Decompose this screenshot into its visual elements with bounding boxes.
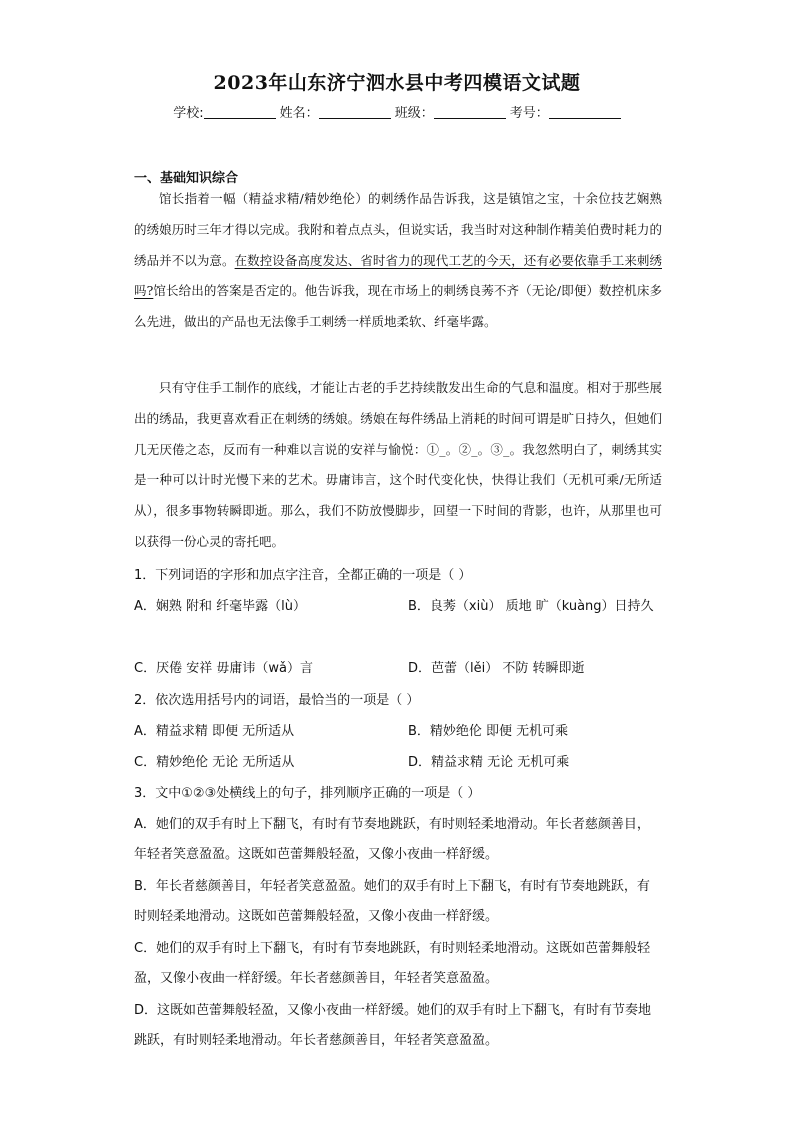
exam-number-label: 考号： [509, 106, 549, 121]
class-label: 班级： [394, 106, 434, 121]
q1-option-a[interactable]: A．娴熟 附和 纤毫毕露（lù） [134, 599, 307, 614]
exam-number-blank[interactable] [549, 105, 621, 119]
passage-p1-part-b: 馆长给出的答案是否定的。他告诉我，现在市场上的刺绣良莠不齐（无论/即便）数控机床多么先进，做出的产品也无法像手工刺绣一样质地柔软、纤毫毕露。 [134, 283, 662, 330]
question-3-stem: 3．文中①②③处横线上的句子，排列顺序正确的一项是（ ） [134, 786, 481, 801]
passage-underlined-sentence: 在数控设备高度发达、省时省力的现代工艺的今天，还有必要依靠手工来刺绣吗? [134, 252, 662, 299]
q3-option-d[interactable]: D．这既如芭蕾舞般轻盈，又像小夜曲一样舒缓。她们的双手有时上下翻飞，有时有节奏地跳跃，有时则轻柔地滑动。年长者慈颜善目，年轻者笑意盈盈。 [134, 1003, 652, 1048]
exam-title: 2023年山东济宁泗水县中考四模语文试题 [213, 72, 581, 94]
school-blank[interactable] [204, 105, 276, 119]
q1-option-d[interactable]: D．芭蕾（lěi） 不防 转瞬即逝 [408, 661, 585, 676]
class-blank[interactable] [434, 105, 506, 119]
passage-p1-part-a: 馆长指着一幅（精益求精/精妙绝伦）的刺绣作品告诉我，这是镇馆之宝，十余位技艺娴熟的绣娘历时三年才得以完成。我附和着点点头，但说实话，我当时对这种制作精美伯费时耗力的绣品并不以为意。 [134, 191, 662, 268]
q2-option-d[interactable]: D．精益求精 无论 无机可乘 [408, 755, 570, 770]
question-1-options-ab [134, 592, 662, 622]
q3-option-c[interactable]: C．她们的双手有时上下翻飞，有时有节奏地跳跃，有时则轻柔地滑动。这既如芭蕾舞般轻盈，又像小夜曲一样舒缓。年长者慈颜善目，年轻者笑意盈盈。 [134, 941, 651, 986]
school-label: 学校: [173, 106, 204, 121]
q2-option-a[interactable]: A．精益求精 即便 无所适从 [134, 724, 295, 739]
question-1-stem: 1．下列词语的字形和加点字注音，全都正确的一项是（ ） [134, 568, 472, 583]
passage-paragraph-2: 只有守住手工制作的底线，才能让古老的手艺持续散发出生命的气息和温度。相对于那些展出的绣品，我更喜欢看正在刺绣的绣娘。绣娘在每件绣品上消耗的时间可谓是旷日持久，但她们几无厌倦之态，反而有一种难以言说的安祥与愉悦：①_。②_。③_。我忽然明白了，刺绣其实是一种可以计时光慢下来的艺术。毋庸讳言，这个时代变化快，快得让我们（无机可乘/无所适从），很多事物转瞬即逝。那么，我们不防放慢脚步，回望一下时间的背影，也许，从那里也可以获得一份心灵的寄托吧。 [134, 380, 662, 549]
name-label: 姓名： [279, 106, 319, 121]
student-info-line [0, 102, 794, 121]
q2-option-b[interactable]: B．精妙绝伦 即便 无机可乘 [408, 724, 569, 739]
name-blank[interactable] [319, 105, 391, 119]
q3-option-a[interactable]: A．她们的双手有时上下翻飞，有时有节奏地跳跃，有时则轻柔地滑动。年长者慈颜善目，年轻者笑意盈盈。这既如芭蕾舞般轻盈，又像小夜曲一样舒缓。 [134, 817, 650, 862]
section-heading: 一、基础知识综合 [134, 171, 239, 186]
passage-paragraph-1 [134, 184, 662, 338]
question-2-stem: 2．依次选用括号内的词语，最恰当的一项是（ ） [134, 693, 420, 708]
q2-option-c[interactable]: C．精妙绝伦 无论 无所适从 [134, 755, 295, 770]
q3-option-b[interactable]: B．年长者慈颜善目，年轻者笑意盈盈。她们的双手有时上下翻飞，有时有节奏地跳跃，有时则轻柔地滑动。这既如芭蕾舞般轻盈，又像小夜曲一样舒缓。 [134, 879, 650, 924]
q1-option-c[interactable]: C．厌倦 安祥 毋庸讳（wǎ）言 [134, 661, 313, 676]
q1-option-b[interactable]: B．良莠（xiù） 质地 旷（kuàng）日持久 [408, 599, 654, 614]
